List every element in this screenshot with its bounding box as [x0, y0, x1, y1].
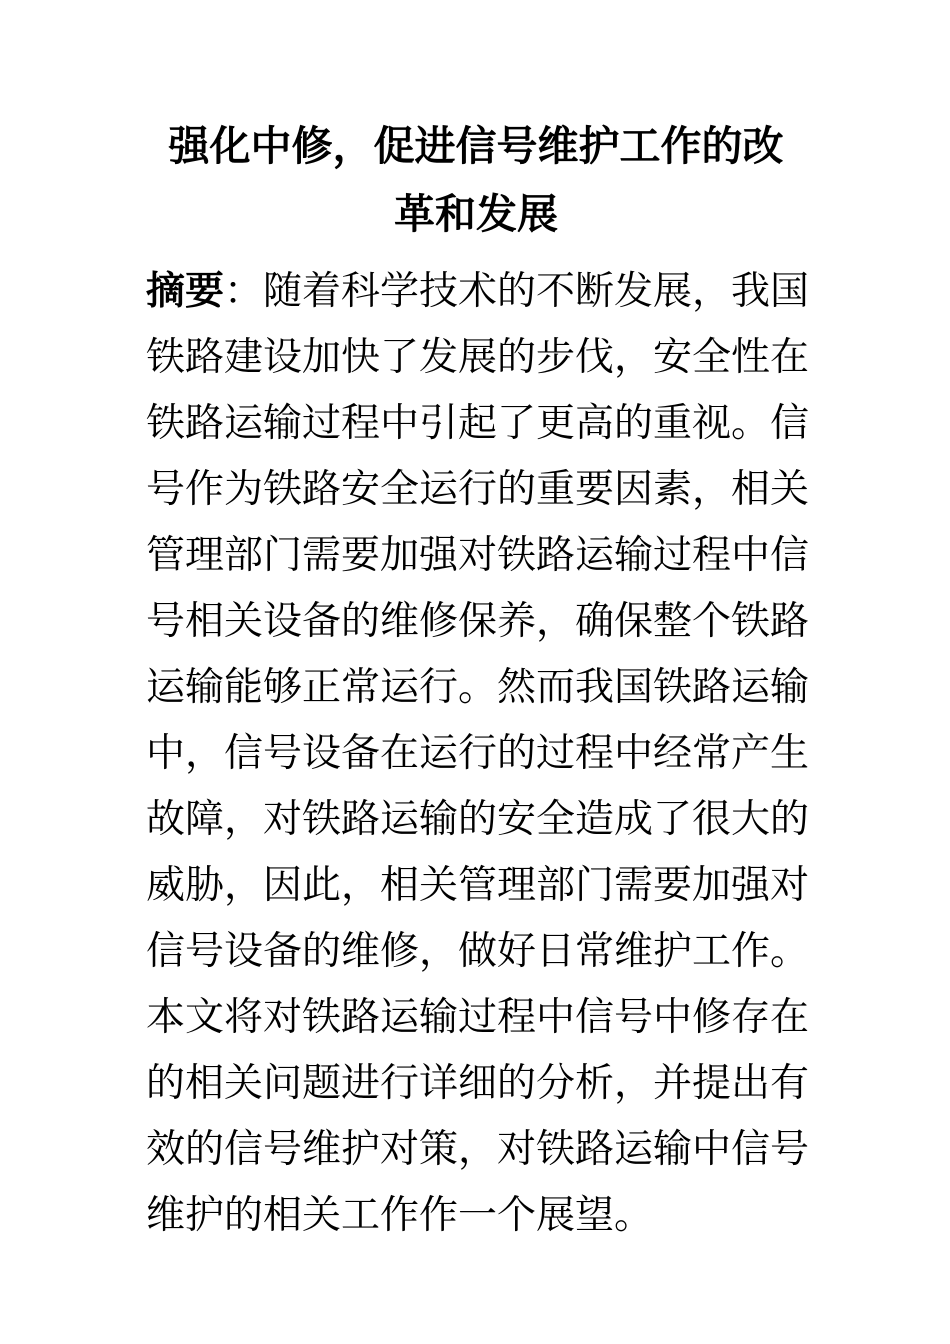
abstract-label: 摘要 [146, 268, 225, 314]
document-title [146, 112, 806, 248]
abstract-line-15: 维护的相关工作作一个展望。 [146, 1193, 654, 1238]
abstract-line-12: 本文将对铁路运输过程中信号中修存在 [146, 995, 810, 1040]
abstract-line-5: 管理部门需要加强对铁路运输过程中信 [146, 533, 810, 578]
title-line-1: 强化中修，促进信号维护工作的改 [168, 122, 784, 170]
abstract-line-8: 中，信号设备在运行的过程中经常产生 [146, 731, 810, 776]
abstract-line-3: 铁路运输过程中引起了更高的重视。信 [146, 401, 810, 446]
abstract-line-9: 故障，对铁路运输的安全造成了很大的 [146, 797, 810, 842]
abstract-line-6: 号相关设备的维修保养，确保整个铁路 [146, 599, 810, 644]
document-page [146, 112, 810, 1249]
abstract-line-7: 运输能够正常运行。然而我国铁路运输 [146, 665, 810, 710]
abstract-line-10: 威胁，因此，相关管理部门需要加强对 [146, 863, 810, 908]
abstract-first-line-text: ：随着科学技术的不断发展，我国 [224, 269, 810, 314]
abstract-line-11: 信号设备的维修，做好日常维护工作。 [146, 929, 810, 974]
abstract-line-4: 号作为铁路安全运行的重要因素，相关 [146, 467, 810, 512]
abstract-section [146, 258, 810, 1249]
abstract-line-14: 效的信号维护对策，对铁路运输中信号 [146, 1127, 810, 1172]
title-line-2: 革和发展 [394, 190, 558, 238]
abstract-line-13: 的相关问题进行详细的分析，并提出有 [146, 1061, 810, 1106]
abstract-line-1 [146, 258, 810, 325]
abstract-line-2: 铁路建设加快了发展的步伐，安全性在 [146, 335, 810, 380]
